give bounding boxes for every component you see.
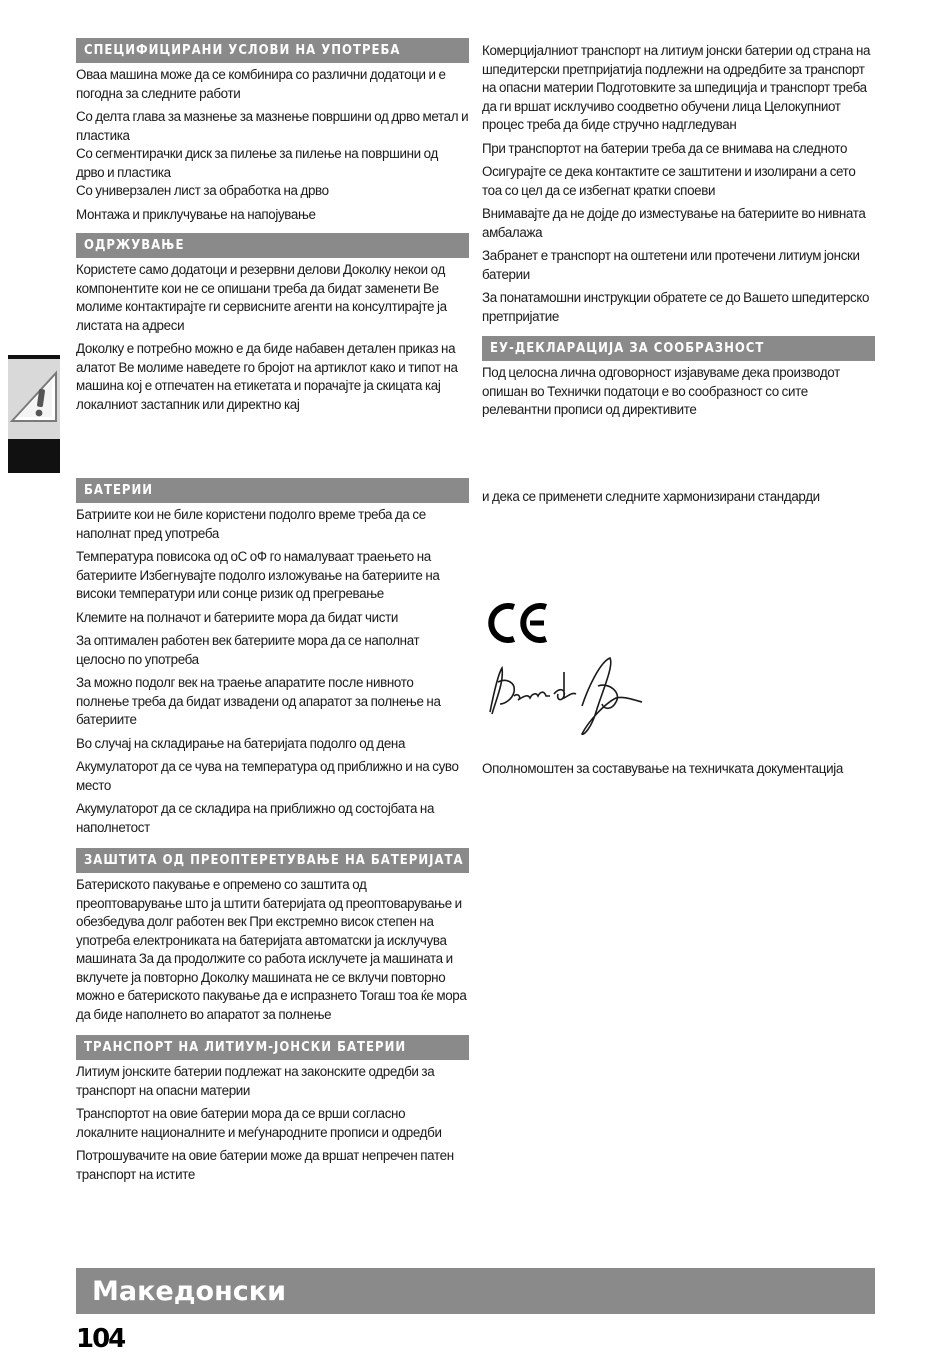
warning-side-tab [8, 355, 60, 473]
paragraph: Потрошувачите на овие батерии може да вршат непречен патен транспорт на истите [76, 1148, 454, 1182]
paragraph: Ополномоштен за составување на техничката документација [482, 761, 843, 776]
paragraph: За можно подолг век на траење апаратите после нивното полнење треба да бидат извадени од апаратот за полнење на батериите [76, 675, 441, 727]
paragraph: Во случај на складирање на батеријата подолго од дена [76, 735, 406, 751]
warning-triangle-icon [8, 359, 60, 439]
authorized-person-line [482, 760, 902, 784]
paragraph: Доколку е потребно можно е да биде набавен деталeн приказ на алатот Ве молиме наведете го бројот на артиклот како и типот на машина кој е отпечатен на етикетата и порачајте ја скицата кај локалниот застапник или директно кај [76, 341, 458, 412]
section-heading-overload-protection: ЗАШТИТА ОД ПРЕОПТЕРЕТУВАЊЕ НА БАТЕРИЈАТА [76, 848, 469, 873]
left-column [76, 38, 469, 419]
paragraph: Комерцијалниот транспорт на литиум јонски батерии од страна на шпедитерски претпријатија подлежни на одредбите за транспорт на опасни материи Подготовките за шпедиција и транспорт треба да ги вршат исклучиво соодветно обучени лица Целокупниот процес треба да биде стручно надгледуван [482, 43, 871, 132]
paragraph: Со сегментирачки диск за пилење за пилење на површини од дрво и пластика [76, 146, 438, 180]
paragraph: Под целосна лична одговорност изјавуваме дека производот опишан во Технички податоци е во сообразност со сите релевантни прописи од директивите [482, 365, 840, 417]
left-column-lower [76, 478, 469, 1189]
paragraph: Литиум јонските батерии подлежат на законските одредби за транспорт на опасни материи [76, 1064, 435, 1098]
warning-panel [8, 359, 60, 439]
paragraph: За оптимален работен век батериите мора да се наполнат целосно по употреба [76, 633, 420, 667]
section-heading-specified-use: СПЕЦИФИЦИРАНИ УСЛОВИ НА УПОТРЕБА [76, 38, 469, 63]
paragraph: За понатамошни инструкции обратете се до Вашето шпедитерско претпријатие [482, 290, 870, 324]
paragraph: Оваа машина може да се комбинира со различни додатоци и е погодна за следните работи [76, 67, 446, 101]
language-footer-bar [76, 1268, 875, 1314]
section-heading-eu-declaration: ЕУ-ДЕКЛАРАЦИЈА ЗА СООБРАЗНОСТ [482, 336, 875, 361]
section-heading-maintenance: ОДРЖУВАЊЕ [76, 233, 469, 258]
paragraph: Батериското пакување е опремено со заштита од преоптоварување што ја штити батеријата од преоптоварување и обезбедува долг работен век При екстремно висок степен на употреба електрониката на батеријата автоматски ја исклучува машината За да продолжите со работа исклучете ја машината и вклучете ја повторно Доколку машината не се вклучи повторно можно е батериското пакување да е испразнето Тогаш тоа ќе мора да биде наполнето во апаратот за полнење [76, 877, 467, 1022]
paragraph: Внимавајте да не дојде до изместување на батериите во нивната амбалажа [482, 206, 866, 240]
paragraph: Температура повисока од оС оФ го намалуваат траењето на батериите Избегнувајте подолго изложување на батериите на високи температури или сонце ризик од прегревање [76, 549, 440, 601]
section-heading-batteries: БАТЕРИИ [76, 478, 469, 503]
paragraph: Клемите на полначот и батериите мора да бидат чисти [76, 609, 399, 625]
right-column [482, 42, 875, 425]
paragraph: Со делта глава за мазнење за мазнење површини од дрво метал и пластика [76, 109, 469, 143]
language-label: Македонски [92, 1276, 286, 1307]
paragraph: При транспортот на батерии треба да се внимава на следното [482, 140, 848, 156]
paragraph: Со универзален лист за обработка на дрво [76, 183, 329, 198]
paragraph: и дека се применети следните хармонизирани стандарди [482, 489, 820, 504]
paragraph: Батриите кои не биле користени подолго време треба да се наполнат пред употреба [76, 507, 426, 541]
paragraph: Монтажа и приклучување на напојување [76, 206, 316, 222]
section-heading-li-ion-transport: ТРАНСПОРТ НА ЛИТИУМ-ЈОНСКИ БАТЕРИИ [76, 1035, 469, 1060]
ce-mark-icon [486, 601, 550, 650]
signature-image [484, 652, 654, 747]
paragraph: Осигурајте се дека контактите се заштитени и изолирани а сето тоа со цел да се избегнат кратки споеви [482, 164, 856, 198]
paragraph: Акумулаторот да се чува на температура од приближно и на суво место [76, 759, 459, 793]
right-column-lower [482, 488, 875, 512]
page-number: 104 [76, 1324, 125, 1354]
svg-text:CE: CE [486, 601, 488, 602]
paragraph: Користете само додатоци и резервни делови Доколку некои од компонентите кои не се опишани треба да бидат заменети Ве молиме контактирајте ги сервисните агенти на консултирајте ја листата на адреси [76, 262, 447, 333]
paragraph: Забранет е транспорт на оштетени или протечени литиум јонски батерии [482, 248, 860, 282]
paragraph: Акумулаторот да се складира на приближно од состојбата на наполнетост [76, 801, 435, 835]
paragraph: Транспортот на овие батерии мора да се врши согласно локалните националните и меѓународните прописи и одредби [76, 1106, 442, 1140]
